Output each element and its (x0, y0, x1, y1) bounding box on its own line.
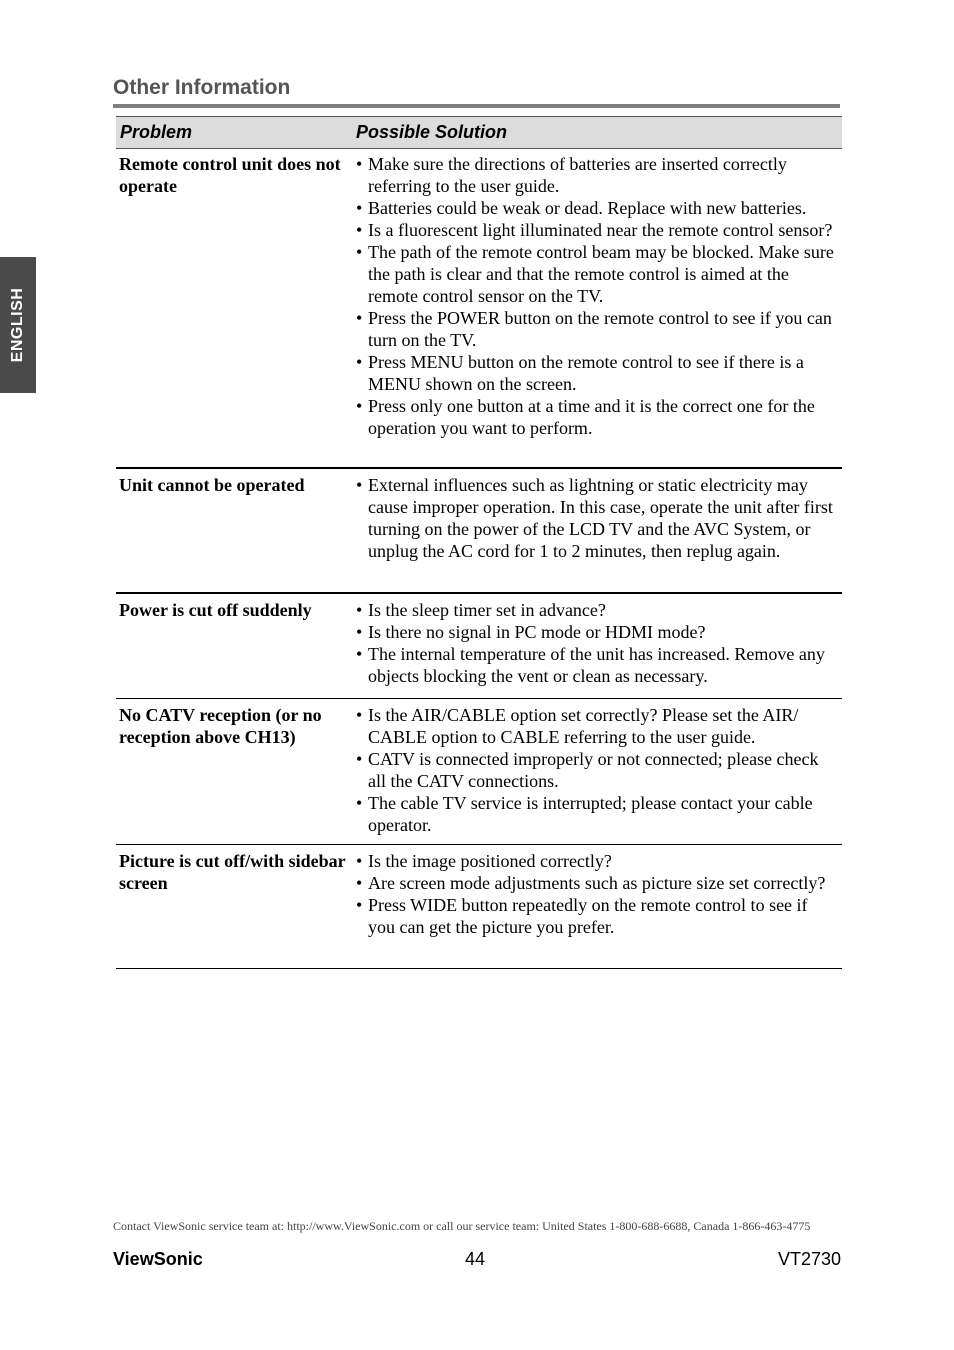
section-title: Other Information (113, 76, 291, 99)
table-row (116, 594, 842, 699)
solution-item: • Is a fluorescent light illuminated near the remote control sensor? (356, 219, 839, 241)
title-divider (113, 104, 840, 108)
solution-cell (351, 153, 842, 467)
solution-item: • External influences such as lightning or static electricity may cause improper operation. In this case, operate the unit after first turning on the power of the LCD TV and the AVC System, or unplug the AC cord for 1 to 2 minutes, then replug again. (356, 474, 839, 562)
footer-contact: Contact ViewSonic service team at: http://www.ViewSonic.com or call our service team: United States 1-800-688-6688, Canada 1-866-463-4775 (113, 1219, 811, 1233)
table-header (116, 116, 842, 149)
solution-cell (351, 474, 842, 592)
solution-cell (351, 599, 842, 698)
language-tab (0, 257, 36, 393)
solution-item: • The path of the remote control beam may be blocked. Make sure the path is clear and that the remote control is aimed at the remote control sensor on the TV. (356, 241, 839, 307)
header-solution: Possible Solution (356, 122, 508, 142)
solution-cell (351, 850, 842, 968)
footer-brand: ViewSonic (113, 1249, 203, 1269)
solution-item: • Press WIDE button repeatedly on the remote control to see if you can get the picture you prefer. (356, 894, 839, 938)
problem-cell: Unit cannot be operated (119, 475, 305, 495)
header-problem: Problem (120, 122, 193, 142)
solution-item: • Make sure the directions of batteries are inserted correctly referring to the user guide. (356, 153, 839, 197)
table-row (116, 699, 842, 845)
solution-item: • Press the POWER button on the remote control to see if you can turn on the TV. (356, 307, 839, 351)
troubleshooting-table (116, 116, 842, 969)
solution-item: • The internal temperature of the unit has increased. Remove any objects blocking the vent or clean as necessary. (356, 643, 839, 687)
table-row (116, 469, 842, 594)
solution-item: • Are screen mode adjustments such as picture size set correctly? (356, 872, 839, 894)
solution-item: • CATV is connected improperly or not connected; please check all the CATV connections. (356, 748, 839, 792)
table-row (116, 149, 842, 469)
solution-item: • Batteries could be weak or dead. Replace with new batteries. (356, 197, 839, 219)
solution-item: • Is there no signal in PC mode or HDMI mode? (356, 621, 839, 643)
solution-item: • Is the AIR/CABLE option set correctly? Please set the AIR/ CABLE option to CABLE referring to the user guide. (356, 704, 839, 748)
page-number: 44 (465, 1249, 486, 1269)
solution-item: • Press only one button at a time and it is the correct one for the operation you want to perform. (356, 395, 839, 439)
problem-cell: Remote control unit does not operate (119, 154, 341, 196)
model-number: VT2730 (777, 1249, 841, 1269)
language-tab-label: ENGLISH (9, 287, 26, 363)
problem-cell: Power is cut off suddenly (119, 600, 312, 620)
problem-cell: Picture is cut off/with sidebar screen (119, 851, 346, 893)
problem-cell: No CATV reception (or no reception above CH13) (119, 705, 322, 747)
solution-item: • Press MENU button on the remote control to see if there is a MENU shown on the screen. (356, 351, 839, 395)
solution-item: • Is the image positioned correctly? (356, 850, 839, 872)
solution-cell (351, 704, 842, 844)
solution-item: • The cable TV service is interrupted; please contact your cable operator. (356, 792, 839, 836)
solution-item: • Is the sleep timer set in advance? (356, 599, 839, 621)
table-row (116, 845, 842, 969)
